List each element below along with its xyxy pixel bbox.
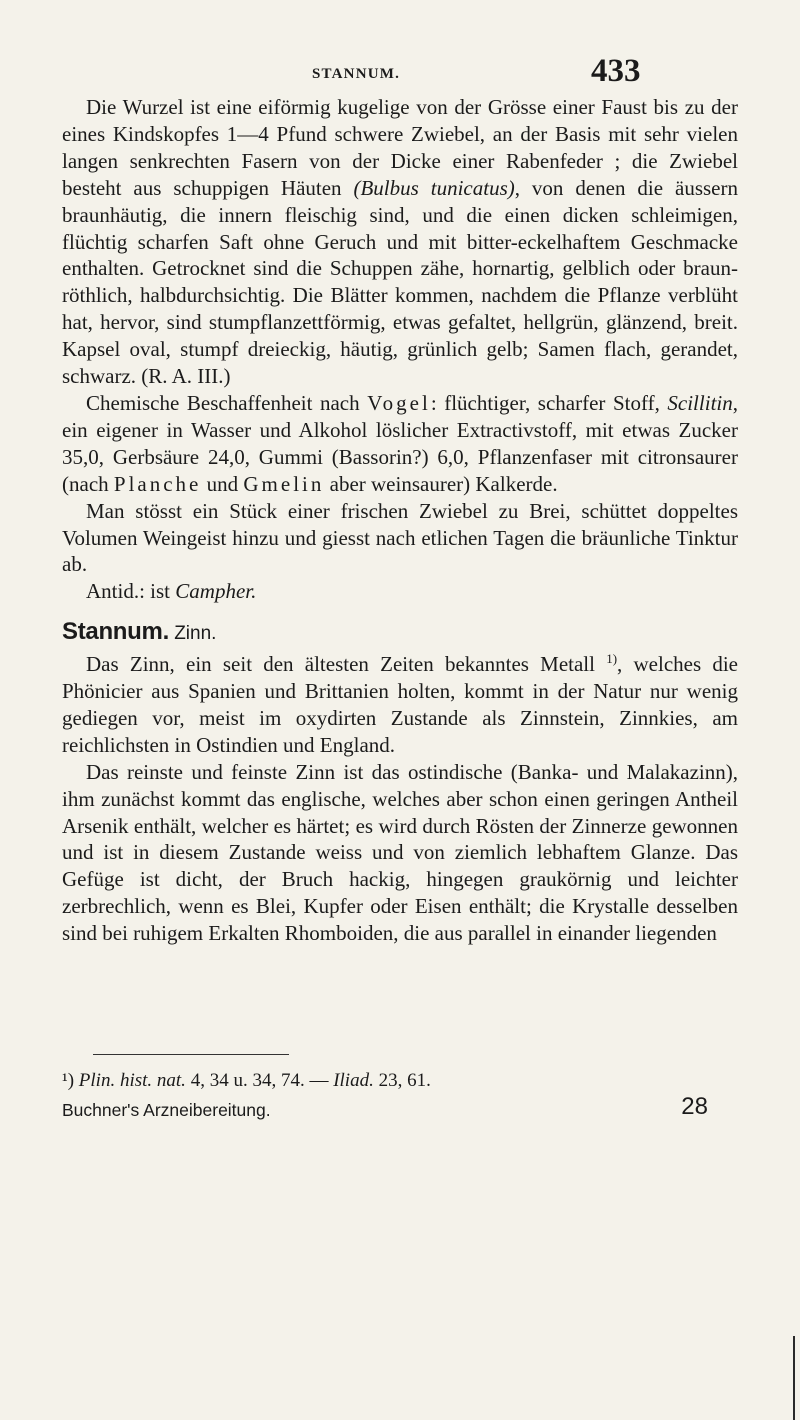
substance-name: Scillitin <box>667 390 733 415</box>
paragraph-chemistry <box>62 390 738 498</box>
paragraph-tin-intro <box>62 651 738 759</box>
text-run: , ein eigener in Wasser und Alkohol löslicher Extractivstoff, mit etwas Zucker 35,0, Gerbsäure 24,0, Gummi (Bassorin?) 6,0, Pflanzenfaser mit citronsaurer (nach <box>62 390 738 496</box>
citation-work: Iliad. <box>333 1070 374 1091</box>
citation-work: Plin. hist. nat. <box>78 1070 186 1091</box>
footnote-rule <box>93 1054 289 1055</box>
text-run: Chemische Beschaffenheit nach <box>86 390 368 415</box>
latin-term: (Bulbus tunicatus) <box>353 175 515 200</box>
section-heading <box>62 619 738 648</box>
antidote-name: Campher. <box>175 579 257 604</box>
section-gloss: Zinn. <box>174 623 217 645</box>
signature-text: Buchner's Arzneibereitung. <box>62 1100 271 1120</box>
author-name: Planche <box>113 471 202 496</box>
running-head: STANNUM. <box>312 66 401 82</box>
text-run: Das Zinn, ein seit den ältesten Zeiten bekanntes Metall <box>86 652 607 677</box>
page-edge-mark <box>793 1336 795 1420</box>
section-title: Stannum. <box>62 618 169 646</box>
paragraph-tin-varieties: Das reinste und feinste Zinn ist das ostindische (Banka- und Malakazinn), ihm zunächst kommt das englische, welches aber schon einen geringen Antheil Arsenik enthält, welcher es härtet; es wird durch Rösten der Zinnerze gewonnen und ist in diesem Zustande weiss und von ziemlich lebhaftem Glanze. Das Gefüge ist dicht, der Bruch hackig, hingegen graukörnig und leichter zerbrechlich, wenn es Blei, Kupfer oder Eisen enthält; die Krystalle desselben sind bei ruhigem Erkalten Rhomboiden, die aus parallel in einander liegenden <box>62 759 738 946</box>
text-run: und <box>201 471 244 496</box>
paragraph-root-description <box>62 94 738 390</box>
main-text <box>62 94 738 947</box>
footnote-marker: ¹) <box>62 1070 75 1091</box>
text-run: : flüchtiger, scharfer Stoff, <box>430 390 668 415</box>
page-number: 433 <box>591 53 641 89</box>
text-run: , von denen die äussern braunhäutig, die innern fleischig sind, und die einen dicken schleimigen, flüchtig scharfen Saft ohne Geruch und mit bitter-eckelhaftem Geschmacke enthalten. Getrocknet sind die Schuppen zähe, hornartig, gelblich oder braun-röthlich, halbdurchsichtig. Die Blätter kommen, nachdem die Pflanze verblüht hat, hervor, sind stumpflanzettförmig, etwas gefaltet, hellgrün, glänzend, breit. Kapsel oval, stumpf dreieckig, häutig, grünlich gelb; Samen flach, gerandet, schwarz. (R. A. III.) <box>62 175 738 389</box>
text-run: aber weinsaurer) Kalkerde. <box>324 471 558 496</box>
text-run: Antid.: ist <box>86 579 176 604</box>
text-run: Die Wurzel ist eine eiförmig kugelige von der Grösse einer Faust bis zu der eines Kindskopfes 1—4 Pfund schwere Zwiebel, an der Basis mit sehr vielen langen senkrechten Fasern von der Dicke einer Rabenfeder ; die Zwiebel besteht aus schuppigen Häuten <box>62 95 738 200</box>
author-name: Vogel <box>367 390 431 415</box>
citation-text: 4, 34 u. 34, 74. — <box>185 1070 334 1091</box>
footnote-reference: 1) <box>606 651 618 667</box>
footnote <box>62 1068 722 1094</box>
author-name: Gmelin <box>243 471 325 496</box>
signature-number: 28 <box>681 1093 708 1120</box>
text-run: , welches die Phönicier aus Spanien und Brittanien holten, kommt in der Natur nur wenig gediegen vor, meist im oxydirten Zustande als Zinnstein, Zinnkies, am reichlichsten in Ostindien und England. <box>62 652 738 757</box>
paragraph-antidote <box>62 578 738 605</box>
paragraph-preparation: Man stösst ein Stück einer frischen Zwiebel zu Brei, schüttet doppeltes Volumen Weingeist hinzu und giesst nach etlichen Tagen die bräunliche Tinktur ab. <box>62 498 738 577</box>
printer-signature <box>62 1093 726 1123</box>
citation-text: 23, 61. <box>373 1070 431 1091</box>
